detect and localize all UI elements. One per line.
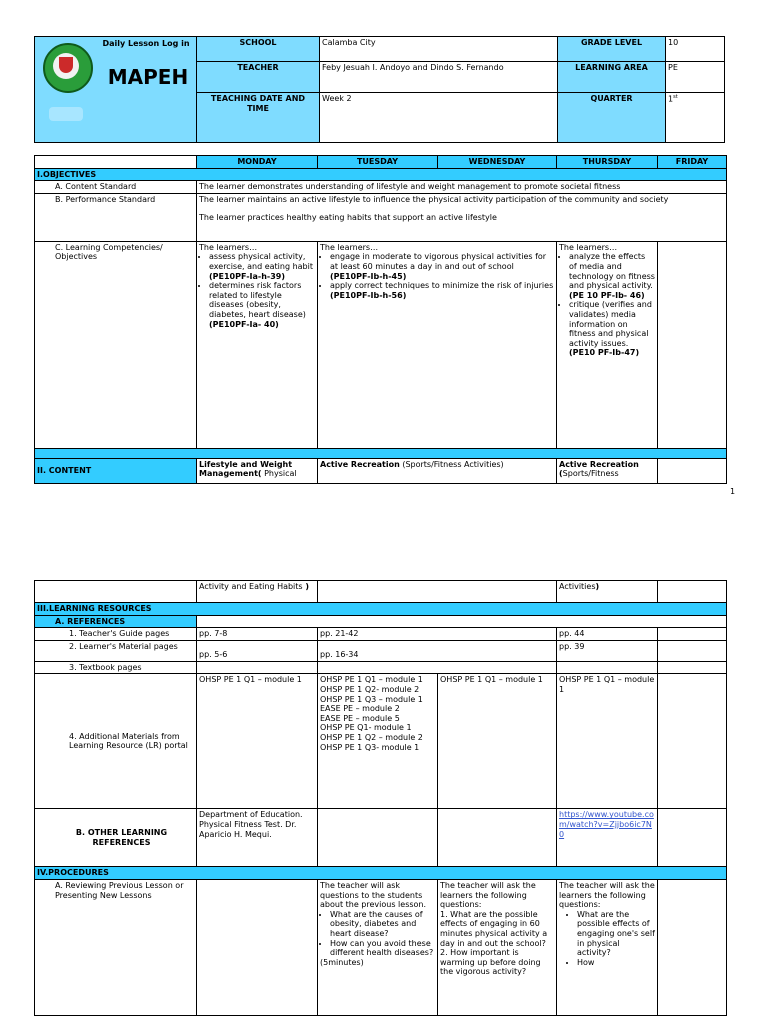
tuesday-content: Active Recreation (Sports/Fitness Activities) xyxy=(318,458,557,483)
list-item: • engage in moderate to vigorous physical activities for at least 60 minutes a day in and out of school (PE10PF-Ib-h-45) xyxy=(330,252,554,281)
day-wednesday: WEDNESDAY xyxy=(438,156,557,169)
list-item: • determines risk factors related to lifestyle diseases (obesity, diabetes, heart disease) (PE10PF-Ia- 40) xyxy=(209,281,315,329)
header-logo-cell xyxy=(35,37,197,143)
tuesday-procedure: The teacher will ask questions to the students about the previous lesson. • What are the causes of obesity, diabetes and heart disease? • How can you avoid these different health diseases? (5minutes) xyxy=(318,879,438,1015)
learner-material-label: 2. Learner's Material pages xyxy=(35,640,197,661)
blurred-watermark xyxy=(49,107,83,121)
teacher-label: TEACHER xyxy=(197,62,320,93)
objectives-title: I.OBJECTIVES xyxy=(35,168,727,181)
teacher-value: Feby Jesuah I. Andoyo and Dindo S. Fernando xyxy=(320,62,558,93)
header-table xyxy=(34,36,725,143)
other-references-label: B. OTHER LEARNING REFERENCES xyxy=(35,809,197,867)
monday-content-cont: Activity and Eating Habits ) xyxy=(197,581,318,603)
monday-other-references: Department of Education. Physical Fitness Test. Dr. Aparicio H. Mequi. xyxy=(197,809,318,867)
deped-seal-icon xyxy=(43,43,93,93)
page-number: 1 xyxy=(730,487,736,496)
area-value: PE xyxy=(666,62,725,93)
date-value: Week 2 xyxy=(320,93,558,143)
thursday-procedure: The teacher will ask the learners the following questions: • What are the possible effects of engaging one's self in physical activity? • How xyxy=(557,879,658,1015)
date-label: TEACHING DATE AND TIME xyxy=(197,93,320,143)
school-value: Calamba City xyxy=(320,37,558,62)
list-item: • How can you avoid these different health diseases? xyxy=(330,939,435,958)
performance-standard-label: B. Performance Standard xyxy=(35,193,197,241)
youtube-link[interactable]: https://www.youtube.com/watch?v=Zjjbo6ic7N0 xyxy=(559,810,654,839)
performance-standard-text: The learner maintains an active lifestyle to influence the physical activity participation of the community and society The learner practices healthy eating habits that support an active lifestyle xyxy=(197,193,727,241)
additional-materials-label: 4. Additional Materials from Learning Resource (LR) portal xyxy=(35,674,197,809)
grade-value: 10 xyxy=(666,37,725,62)
resources-table: Activity and Eating Habits ) Activities) III.LEARNING RESOURCES A. REFERENCES 1. Teacher's Guide pages pp. 7-8 pp. 21-42 pp. 44 2. Learner's Material pages pp. 5-6 pp. 16-34 pp. 39 3. Textbook pages 4. Additional Materials from Learning Resource (LR) portal OHSP PE 1 Q1 – module 1 OHSP PE 1 Q1 – module 1 OHSP PE 1 Q2- module 2 OHSP PE 1 Q3 – module 1 EASE PE – module 2 EASE PE – module 5 OHSP PE Q1- module 1 OHSP PE 1 Q2 – module 2 OHSP PE 1 Q3- module 1 OHSP PE 1 Q1 – module 1 OHSP PE 1 Q1 – module 1 B. OTHER LEARNING REFERENCES Department of Education. Physical Fitness Test. Dr. Aparicio H. Mequi. https://www.youtube.com/watch?v=Zjjbo6ic7N0 IV.PROCEDURES A. Reviewing Previous Lesson or Presenting New Lessons The teacher will ask questions to the students about the previous lesson. • What are the causes of obesity, diabetes and heart disease? • How can you avoid these different health diseases? (5minutes) The teacher will ask the learners the following questions: 1. What are the possible effects of engaging in 60 minutes physical activity a day in and out the school? 2. How important is warming up before doing the vigorous activity? The teacher will ask the learners the following questions: • What are the possible effects of engaging one's self in physical activity? • How xyxy=(34,580,727,1016)
thursday-materials: OHSP PE 1 Q1 – module 1 xyxy=(557,674,658,809)
grade-label: GRADE LEVEL xyxy=(558,37,666,62)
teacher-guide-label: 1. Teacher's Guide pages xyxy=(35,628,197,641)
reviewing-lesson-label: A. Reviewing Previous Lesson or Presenting New Lessons xyxy=(35,879,197,1015)
wednesday-procedure: The teacher will ask the learners the following questions: 1. What are the possible effects of engaging in 60 minutes physical activity a day in and out the school? 2. How important is warming up before doing the vigorous activity? xyxy=(438,879,557,1015)
list-item: • How xyxy=(577,958,655,968)
monday-content: Lifestyle and Weight Management( Physical xyxy=(197,458,318,483)
day-monday: MONDAY xyxy=(197,156,318,169)
area-label: LEARNING AREA xyxy=(558,62,666,93)
quarter-label: QUARTER xyxy=(558,93,666,143)
procedures-title: IV.PROCEDURES xyxy=(35,867,727,880)
objectives-table xyxy=(34,155,727,484)
tuesday-materials: OHSP PE 1 Q1 – module 1 OHSP PE 1 Q2- module 2 OHSP PE 1 Q3 – module 1 EASE PE – module 2 EASE PE – module 5 OHSP PE Q1- module 1 OHSP PE 1 Q2 – module 2 OHSP PE 1 Q3- module 1 xyxy=(318,674,438,809)
day-tuesday: TUESDAY xyxy=(318,156,438,169)
competencies-label: C. Learning Competencies/ Objectives xyxy=(35,241,197,448)
thursday-competencies: The learners… • analyze the effects of media and technology on fitness and physical activity. (PE 10 PF-Ib- 46) • critique (verifies and validates) media information on fitness and physical activity issues. (PE10 PF-Ib-47) xyxy=(557,241,658,448)
list-item: • apply correct techniques to minimize the risk of injuries (PE10PF-Ib-h-56) xyxy=(330,281,554,300)
thursday-content: Active Recreation (Sports/Fitness xyxy=(557,458,658,483)
monday-competencies: The learners… • assess physical activity, exercise, and eating habit (PE10PF-Ia-h-39) • determines risk factors related to lifestyle diseases (obesity, diabetes, heart disease) (PE10PF-Ia- 40) xyxy=(197,241,318,448)
log-title: Daily Lesson Log in xyxy=(102,39,190,48)
resources-title: III.LEARNING RESOURCES xyxy=(35,603,727,616)
day-thursday: THURSDAY xyxy=(557,156,658,169)
thursday-content-cont: Activities) xyxy=(557,581,658,603)
content-standard-label: A. Content Standard xyxy=(35,181,197,194)
list-item: • analyze the effects of media and technology on fitness and physical activity. (PE 10 PF-Ib- 46) xyxy=(569,252,655,300)
content-title: II. CONTENT xyxy=(35,458,197,483)
list-item: • assess physical activity, exercise, and eating habit (PE10PF-Ia-h-39) xyxy=(209,252,315,281)
school-label: SCHOOL xyxy=(197,37,320,62)
day-friday: FRIDAY xyxy=(658,156,727,169)
list-item: • What are the possible effects of engaging one's self in physical activity? xyxy=(577,910,655,958)
thursday-other-references xyxy=(557,809,658,867)
references-title: A. REFERENCES xyxy=(35,615,197,628)
content-standard-text: The learner demonstrates understanding of lifestyle and weight management to promote societal fitness xyxy=(197,181,727,194)
quarter-value: 1st xyxy=(666,93,725,143)
list-item: • What are the causes of obesity, diabetes and heart disease? xyxy=(330,910,435,939)
textbook-label: 3. Textbook pages xyxy=(35,661,197,674)
list-item: • critique (verifies and validates) media information on fitness and physical activity issues. (PE10 PF-Ib-47) xyxy=(569,300,655,358)
wednesday-materials: OHSP PE 1 Q1 – module 1 xyxy=(438,674,557,809)
subject-title: MAPEH xyxy=(107,65,189,89)
monday-materials: OHSP PE 1 Q1 – module 1 xyxy=(197,674,318,809)
tuesday-competencies: The learners… • engage in moderate to vigorous physical activities for at least 60 minutes a day in and out of school (PE10PF-Ib-h-45) • apply correct techniques to minimize the risk of injuries (PE10PF-Ib-h-56) xyxy=(318,241,557,448)
